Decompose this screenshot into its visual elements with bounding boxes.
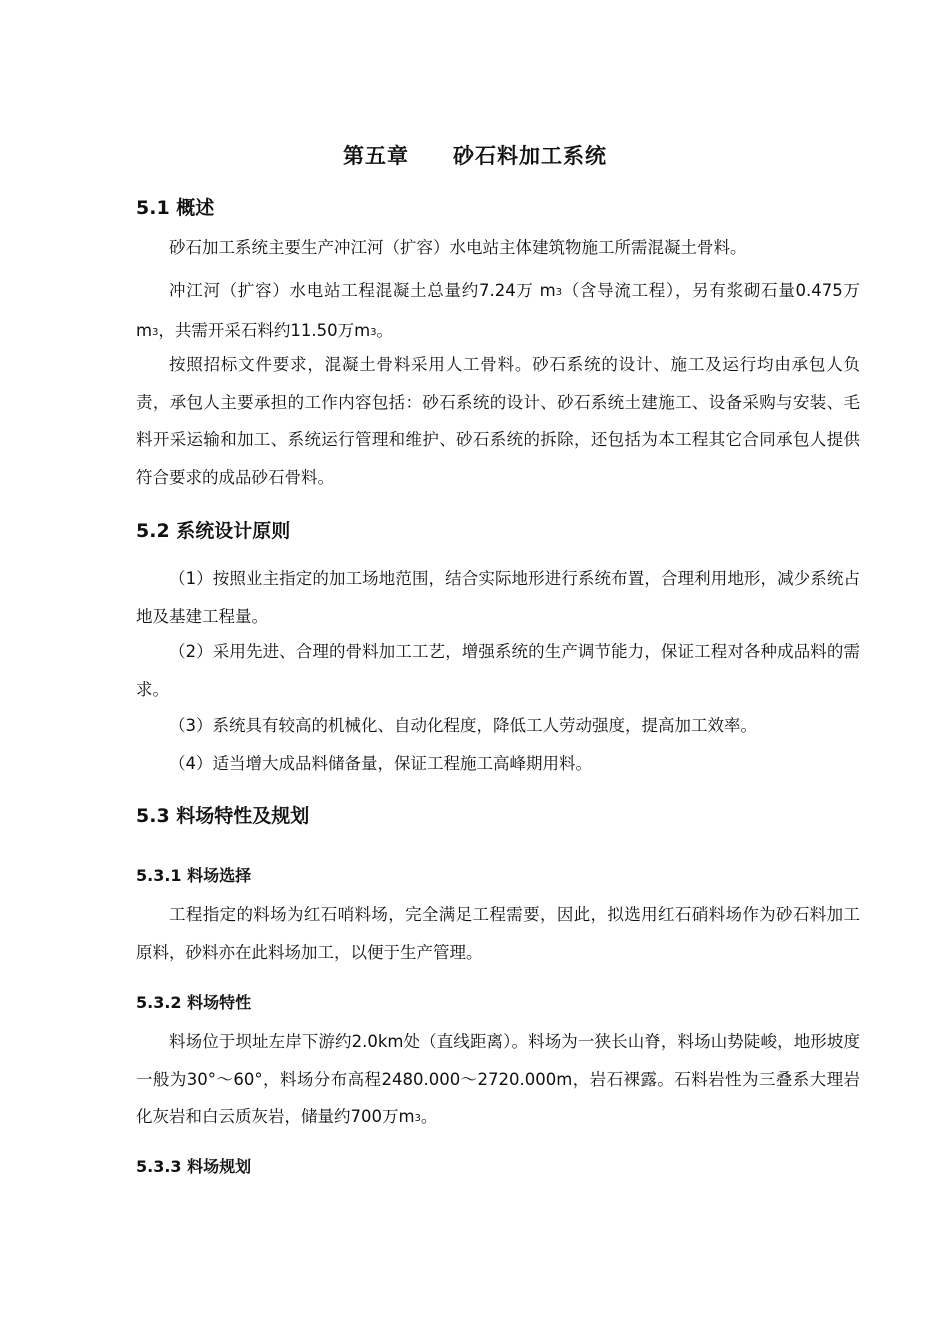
design-principle-item-1: （1）按照业主指定的加工场地范围，结合实际地形进行系统布置，合理利用地形，减少系统占地及基建工程量。: [136, 569, 860, 626]
design-principle-item-2: （2）采用先进、合理的骨料加工工艺，增强系统的生产调节能力，保证工程对各种成品料的需求。: [136, 642, 860, 699]
section-5-3-2-paragraph: 料场位于坝址左岸下游约2.0km处（直线距离）。料场为一狭长山脊，料场山势陡峻，地形坡度一般为30°～60°，料场分布高程2480.000～2720.000m，岩石裸露。石料岩性为三叠系大理岩化灰岩和白云质灰岩，储量约700万$m^3$。: [136, 1032, 860, 1126]
section-5-1-paragraph-1: 砂石加工系统主要生产冲江河（扩容）水电站主体建筑物施工所需混凝土骨料。: [169, 238, 747, 257]
section-5-3-1-paragraph: 工程指定的料场为红石哨料场，完全满足工程需要，因此，拟选用红石硝料场作为砂石料加工原料，砂料亦在此料场加工，以便于生产管理。: [136, 905, 860, 962]
section-5-3-3-heading: 5.3.3 料场规划: [136, 1157, 252, 1176]
section-5-1-paragraph-3: 按照招标文件要求，混凝土骨料采用人工骨料。砂石系统的设计、施工及运行均由承包人负责，承包人主要承担的工作内容包括：砂石系统的设计、砂石系统土建施工、设备采购与安装、毛料开采运输和加工、系统运行管理和维护、砂石系统的拆除，还包括为本工程其它合同承包人提供符合要求的成品砂石骨料。: [136, 355, 860, 487]
design-principle-item-4: （4）适当增大成品料储备量，保证工程施工高峰期用料。: [169, 754, 592, 773]
section-5-3-2-heading: 5.3.2 料场特性: [136, 993, 252, 1012]
design-principle-item-3: （3）系统具有较高的机械化、自动化程度，降低工人劳动强度，提高加工效率。: [169, 716, 757, 735]
section-5-1-paragraph-2: 冲江河（扩容）水电站工程混凝土总量约7.24万 $m^3$（含导流工程），另有浆砌石量0.475万$m^3$，共需开采石料约11.50万$m^3$。: [136, 281, 860, 340]
section-5-3-1-heading: 5.3.1 料场选择: [136, 866, 252, 885]
chapter-title: 第五章 砂石料加工系统: [343, 144, 607, 168]
section-5-3-heading: 5.3 料场特性及规划: [136, 805, 310, 827]
section-5-1-heading: 5.1 概述: [136, 197, 215, 219]
section-5-2-heading: 5.2 系统设计原则: [136, 520, 291, 542]
